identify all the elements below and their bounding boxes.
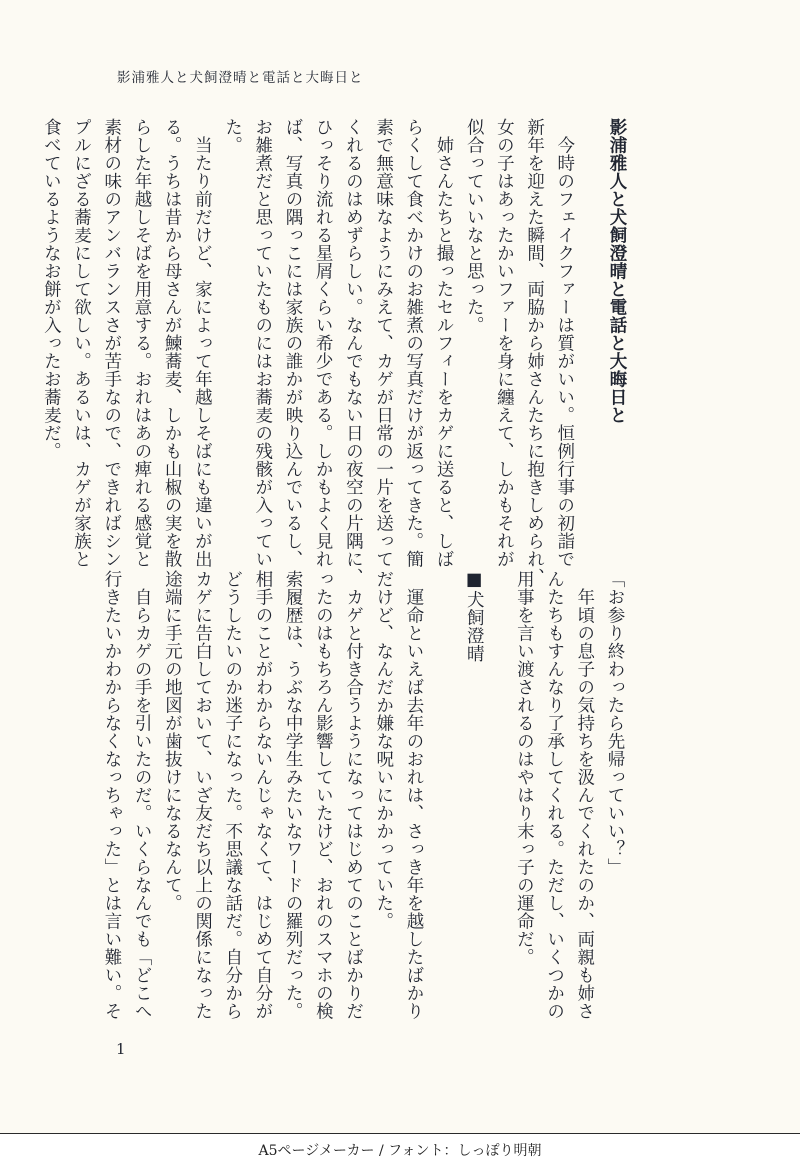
title-line: 影浦雅人と犬飼澄晴と電話と大晦日と	[607, 118, 627, 424]
text-line: 当たり前だけど、家によって年越しそばにも違いが出	[192, 135, 213, 568]
text-line: カゲに告白しておいて、いざ友だち以上の関係になった	[192, 570, 213, 1020]
text-line: 相手のことがわからないんじゃなくて、はじめて自分が	[252, 570, 273, 1020]
text-line: お雑煮だと思っていたものにはお蕎麦の残骸が入ってい	[252, 118, 273, 568]
text-line: 女の子はあったかいファーを身に纏えて、しかもそれが	[494, 118, 515, 568]
text-line: 「お参り終わったら先帰っていい？」	[605, 570, 625, 876]
text-line: どうしたいのか迷子になった。不思議な話だ。自分から	[222, 570, 243, 1020]
text-line: らくして食べかけのお雑煮の写真だけが返ってきた。簡	[403, 118, 424, 568]
text-line: る。うちは昔から母さんが鰊蕎麦、しかも山椒の実を散	[162, 118, 183, 568]
text-line: だけど、なんだか嫌な呪いにかかっていた。	[373, 570, 394, 930]
text-line: ったのはもちろん影響していたけど、おれのスマホの検	[313, 570, 334, 1020]
page-number: 1	[116, 1040, 126, 1058]
text-line: ば、写真の隅っこには家族の誰かが映り込んでいるし、	[282, 118, 303, 568]
text-line: 運命といえば去年のおれは、さっき年を越したばかり	[403, 587, 424, 1020]
text-line: 途端に手元の地図が歯抜けになるなんて。	[162, 570, 183, 912]
text-line: くれるのはめずらしい。なんでもない日の夜空の片隅に、	[343, 118, 364, 586]
text-line: 自らカゲの手を引いたのだ。いくらなんでも「どこへ	[132, 587, 153, 1020]
text-line: 姉さんたちと撮ったセルフィーをカゲに送ると、しば	[433, 135, 454, 568]
footer-credit: A5ページメーカー / フォント：しっぽり明朝	[258, 1143, 542, 1159]
text-line: 素で無意味なようにみえて、カゲが日常の一片を送って	[373, 118, 394, 568]
text-line: 索履歴は、うぶな中学生みたいなワードの羅列だった。	[283, 570, 304, 1020]
text-line: た。	[222, 118, 243, 154]
text-block-top	[36, 118, 632, 586]
text-line: カゲと付き合うようになってはじめてのことばかりだ	[343, 587, 364, 1020]
text-block-bottom	[97, 570, 630, 1030]
text-line: プルにざる蕎麦にして欲しい。あるいは、カゲが家族と	[71, 118, 92, 568]
text-line: 新年を迎えた瞬間、両脇から姉さんたちに抱きしめられ、	[524, 118, 545, 586]
text-line: 用事を言い渡されるのはやはり末っ子の運命だ。	[514, 570, 535, 966]
section-heading: ■犬飼澄晴	[464, 570, 485, 663]
text-line: 素材の味のアンバランスさが苦手なので、できればシン	[101, 118, 122, 568]
text-line: 年頃の息子の気持ちを汲んでくれたのか、両親も姉さ	[574, 587, 595, 1020]
text-line: らした年越しそばを用意する。おれはあの痺れる感覚と	[131, 118, 152, 568]
text-line: んたちもすんなり了承してくれる。ただし、いくつかの	[544, 570, 565, 1020]
text-line: 似合っていいなと思った。	[464, 118, 485, 334]
running-head: 影浦雅人と犬飼澄晴と電話と大晦日と	[117, 70, 364, 86]
text-line: 今時のフェイクファーは質がいい。恒例行事の初詣で	[554, 135, 575, 568]
text-line: ひっそり流れる星屑くらい希少である。しかもよく見れ	[313, 118, 334, 568]
text-line: 行きたいかわからなくなっちゃった」とは言い難い。そ	[101, 570, 122, 1020]
text-line: 食べているようなお餅が入ったお蕎麦だ。	[41, 118, 62, 460]
